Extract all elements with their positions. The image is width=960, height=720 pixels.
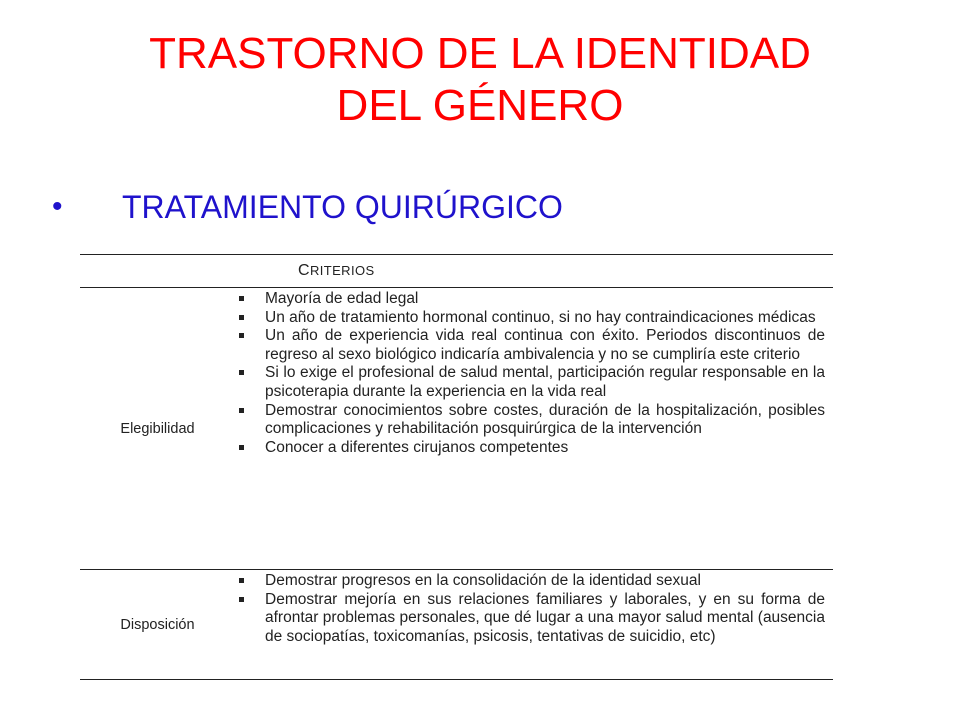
square-bullet-icon — [239, 315, 244, 320]
criteria-table — [80, 254, 833, 680]
list-item: Demostrar mejoría en sus relaciones familiares y laborales, y en su forma de afrontar problemas personales, que dé lugar a una mayor salud mental (ausencia de sociopatías, toxicomanías, psicosis, tentativas de suicidio, etc) — [235, 591, 825, 647]
square-bullet-icon — [239, 370, 244, 375]
table-header — [80, 255, 833, 288]
list-item: Un año de tratamiento hormonal continuo, si no hay contraindicaciones médicas — [235, 309, 825, 328]
criteria-list-disposicion — [235, 570, 833, 679]
table-row-elegibilidad — [80, 288, 833, 570]
slide-title-line-2: DEL GÉNERO — [336, 81, 624, 130]
slide-title — [40, 28, 920, 132]
list-item: Conocer a diferentes cirujanos competentes — [235, 439, 825, 458]
criteria-list-elegibilidad — [235, 288, 833, 569]
list-item: Si lo exige el profesional de salud mental, participación regular responsable en la psicoterapia durante la experiencia en la vida real — [235, 364, 825, 401]
list-item: Demostrar progresos en la consolidación de la identidad sexual — [235, 572, 825, 591]
slide-title-line-1: TRASTORNO DE LA IDENTIDAD — [149, 29, 811, 78]
square-bullet-icon — [239, 597, 244, 602]
square-bullet-icon — [239, 296, 244, 301]
square-bullet-icon — [239, 333, 244, 338]
row-label-disposicion: Disposición — [120, 616, 195, 633]
list-item: Mayoría de edad legal — [235, 290, 825, 309]
list-item: Demostrar conocimientos sobre costes, duración de la hospitalización, posibles complicaciones y rehabilitación posquirúrgica de la intervención — [235, 402, 825, 439]
row-label-elegibilidad: Elegibilidad — [120, 420, 195, 437]
square-bullet-icon — [239, 408, 244, 413]
square-bullet-icon — [239, 445, 244, 450]
table-row-disposicion — [80, 570, 833, 679]
bullet-point — [52, 187, 563, 227]
bullet-dot-icon: • — [52, 190, 63, 223]
list-item: Un año de experiencia vida real continua con éxito. Periodos discontinuos de regreso al sexo biológico indicaría ambivalencia y no se cumpliría este criterio — [235, 327, 825, 364]
table-header-label: CRITERIOS — [298, 262, 375, 279]
bullet-text: TRATAMIENTO QUIRÚRGICO — [122, 188, 563, 225]
square-bullet-icon — [239, 578, 244, 583]
